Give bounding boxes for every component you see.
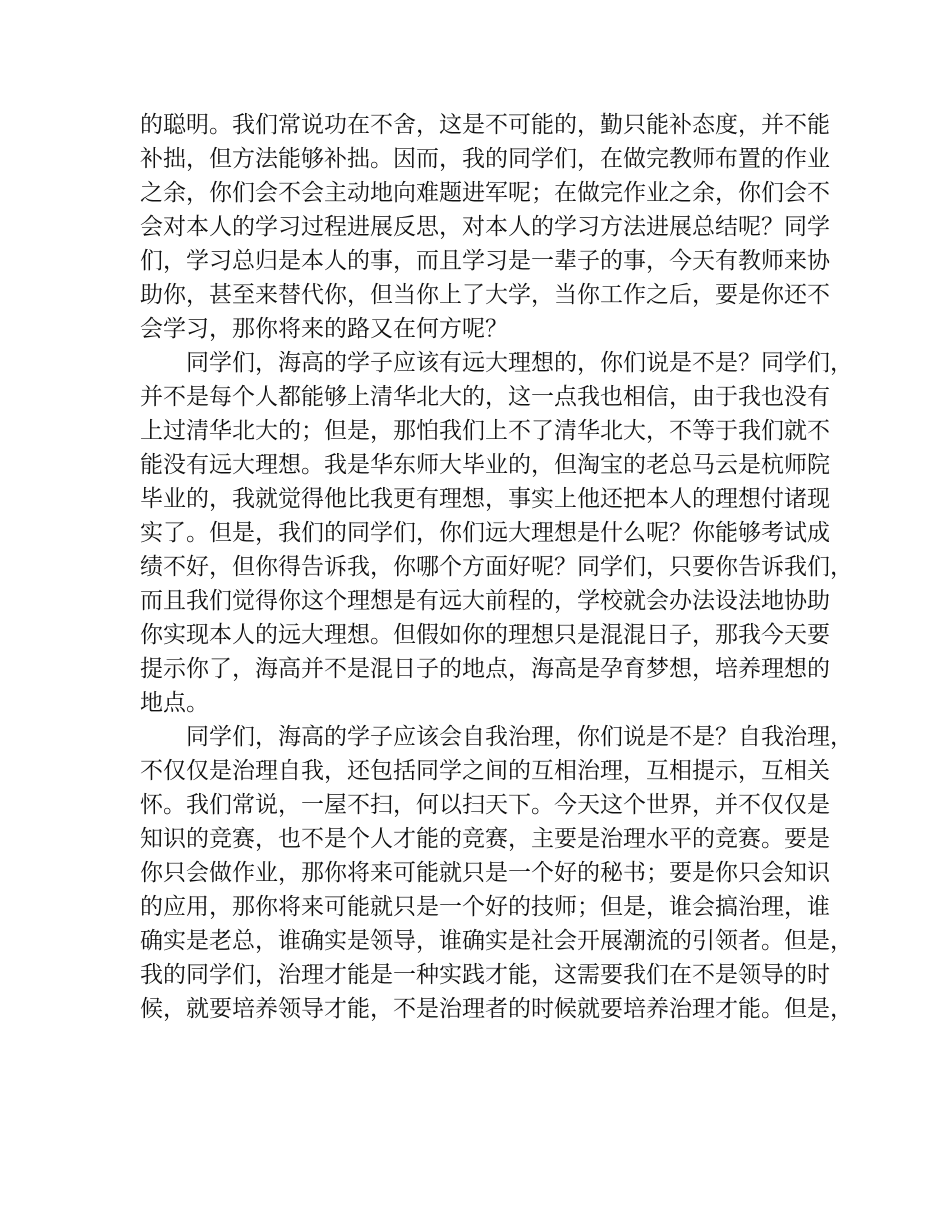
text-line: 你只会做作业，那你将来可能就只是一个好的秘书；要是你只会知识 [140,860,830,886]
text-line: 实了。但是，我们的同学们，你们远大理想是什么呢？你能够考试成 [140,520,830,546]
text-line: 毕业的，我就觉得他比我更有理想，事实上他还把本人的理想付诸现 [140,486,830,512]
text-line: 候，就要培养领导才能，不是治理者的时候就要培养治理才能。但是， [140,996,853,1022]
text-line: 之余，你们会不会主动地向难题进军呢；在做完作业之余，你们会不 [140,180,830,206]
text-line: 并不是每个人都能够上清华北大的，这一点我也相信，由于我也没有 [140,384,830,410]
text-line: 会学习，那你将来的路又在何方呢？ [140,316,508,342]
text-line: 会对本人的学习过程进展反思，对本人的学习方法进展总结呢？同学 [140,214,830,240]
text-line: 助你，甚至来替代你，但当你上了大学，当你工作之后，要是你还不 [140,282,830,308]
text-line: 的聪明。我们常说功在不舍，这是不可能的，勤只能补态度，并不能 [140,112,830,138]
text-line: 不仅仅是治理自我，还包括同学之间的互相治理，互相提示，互相关 [140,758,830,784]
text-line: 而且我们觉得你这个理想是有远大前程的，学校就会办法设法地协助 [140,588,830,614]
text-line: 的应用，那你将来可能就只是一个好的技师；但是，谁会搞治理，谁 [140,894,830,920]
text-line: 我的同学们，治理才能是一种实践才能，这需要我们在不是领导的时 [140,962,830,988]
text-line: 地点。 [140,690,209,716]
text-line: 知识的竞赛，也不是个人才能的竞赛，主要是治理水平的竞赛。要是 [140,826,830,852]
text-line: 补拙，但方法能够补拙。因而，我的同学们，在做完教师布置的作业 [140,146,830,172]
text-line: 提示你了，海高并不是混日子的地点，海高是孕育梦想，培养理想的 [140,656,830,682]
text-line: 你实现本人的远大理想。但假如你的理想只是混混日子，那我今天要 [140,622,830,648]
paragraph-first-line: 同学们，海高的学子应该有远大理想的，你们说是不是？同学们， [186,350,853,376]
paragraph-first-line: 同学们，海高的学子应该会自我治理，你们说是不是？自我治理， [186,724,853,750]
text-line: 绩不好，但你得告诉我，你哪个方面好呢？同学们，只要你告诉我们， [140,554,853,580]
text-line: 确实是老总，谁确实是领导，谁确实是社会开展潮流的引领者。但是， [140,928,853,954]
text-line: 上过清华北大的；但是，那怕我们上不了清华北大，不等于我们就不 [140,418,830,444]
text-line: 能没有远大理想。我是华东师大毕业的，但淘宝的老总马云是杭师院 [140,452,830,478]
body-text [140,108,853,1026]
text-line: 怀。我们常说，一屋不扫，何以扫天下。今天这个世界，并不仅仅是 [140,792,830,818]
text-line: 们，学习总归是本人的事，而且学习是一辈子的事，今天有教师来协 [140,248,830,274]
